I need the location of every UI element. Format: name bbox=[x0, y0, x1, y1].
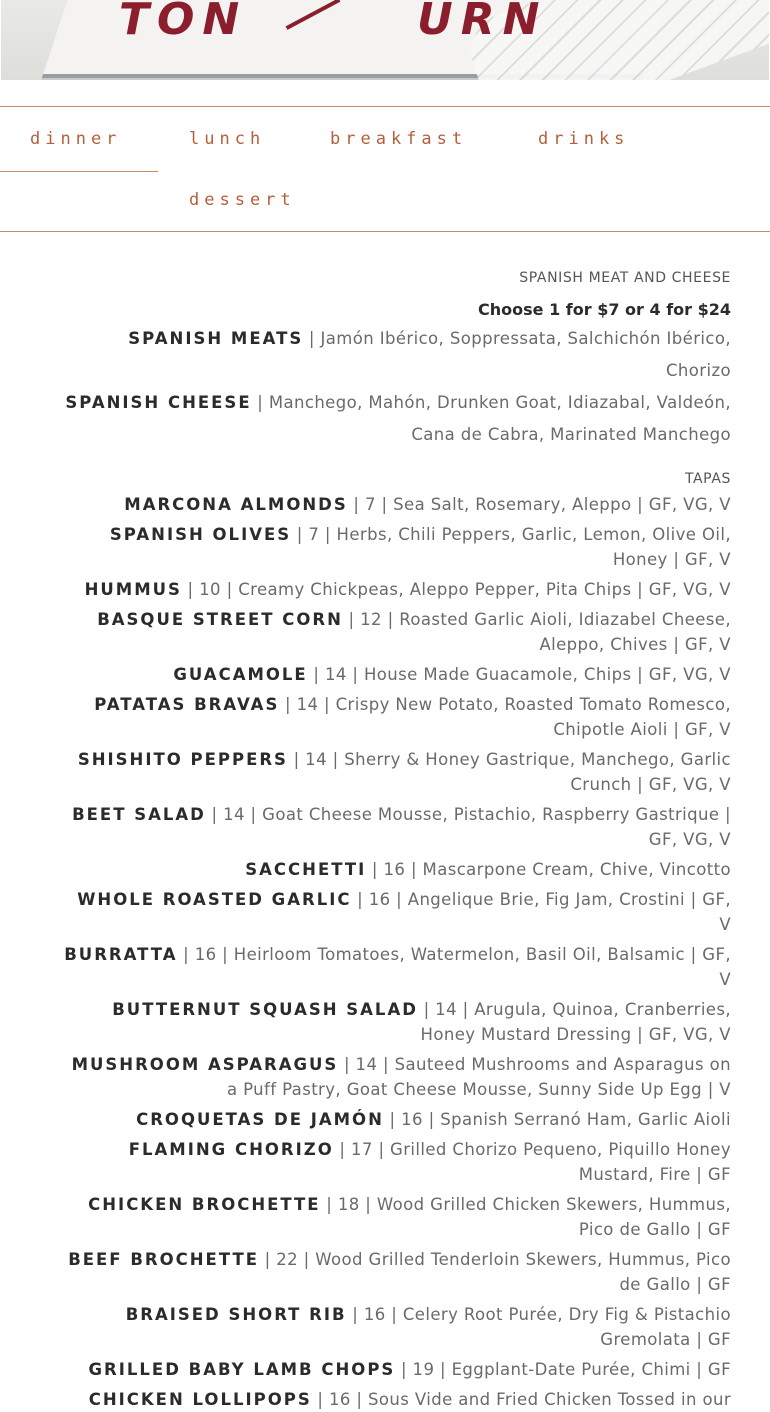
tab-breakfast[interactable]: breakfast bbox=[330, 129, 468, 149]
menu-item: SPANISH CHEESE | Manchego, Mahón, Drunken Goat, Idiazabal, Valdeón, Cana de Cabra, Marinated Manchego bbox=[65, 393, 731, 444]
menu-tabs bbox=[0, 106, 770, 232]
menu-item: GUACAMOLE | 14 | House Made Guacamole, Chips | GF, VG, V bbox=[173, 665, 731, 684]
section-title-tapas: TAPAS bbox=[684, 471, 731, 487]
tab-drinks[interactable]: drinks bbox=[538, 129, 630, 149]
menu-item: SPANISH OLIVES | 7 | Herbs, Chili Peppers, Garlic, Lemon, Olive Oil, Honey | GF, V bbox=[109, 525, 731, 569]
section-note: Choose 1 for $7 or 4 for $24 bbox=[478, 300, 731, 319]
tab-lunch[interactable]: lunch bbox=[189, 129, 266, 149]
menu-item: BRAISED SHORT RIB | 16 | Celery Root Purée, Dry Fig & Pistachio Gremolata | GF bbox=[125, 1305, 731, 1349]
menu-item: MARCONA ALMONDS | 7 | Sea Salt, Rosemary, Aleppo | GF, VG, V bbox=[124, 495, 731, 514]
menu-item: BEET SALAD | 14 | Goat Cheese Mousse, Pistachio, Raspberry Gastrique | GF, VG, V bbox=[72, 805, 731, 849]
tab-dinner[interactable]: dinner bbox=[30, 129, 122, 149]
menu-item: BUTTERNUT SQUASH SALAD | 14 | Arugula, Quinoa, Cranberries, Honey Mustard Dressing | GF, VG, V bbox=[112, 1000, 731, 1044]
menu-item: MUSHROOM ASPARAGUS | 14 | Sauteed Mushrooms and Asparagus on a Puff Pastry, Goat Cheese Mousse, Sunny Side Up Egg | V bbox=[71, 1055, 731, 1099]
menu-item: BURRATTA | 16 | Heirloom Tomatoes, Watermelon, Basil Oil, Balsamic | GF, V bbox=[64, 945, 731, 989]
hero-word-right: URN bbox=[417, 0, 548, 45]
menu-item: HUMMUS | 10 | Creamy Chickpeas, Aleppo Pepper, Pita Chips | GF, VG, V bbox=[84, 580, 731, 599]
menu-item: SPANISH MEATS | Jamón Ibérico, Soppressata, Salchichón Ibérico, Chorizo bbox=[128, 329, 731, 380]
tapas-list bbox=[0, 492, 731, 1412]
menu-item: CHICKEN LOLLIPOPS | 16 | Sous Vide and Fried Chicken Tossed in our bbox=[88, 1390, 731, 1409]
menu-item: SACCHETTI | 16 | Mascarpone Cream, Chive, Vincotto bbox=[245, 860, 731, 879]
menu-item: CROQUETAS DE JAMÓN | 16 | Spanish Serranó Ham, Garlic Aioli bbox=[136, 1110, 731, 1129]
hero-image bbox=[1, 0, 769, 80]
menu-item: BASQUE STREET CORN | 12 | Roasted Garlic Aioli, Idiazabel Cheese, Aleppo, Chives | GF, V bbox=[97, 610, 731, 654]
meat-cheese-list bbox=[0, 323, 731, 451]
menu-item: WHOLE ROASTED GARLIC | 16 | Angelique Brie, Fig Jam, Crostini | GF, V bbox=[77, 890, 731, 934]
menu-item: SHISHITO PEPPERS | 14 | Sherry & Honey Gastrique, Manchego, Garlic Crunch | GF, VG, V bbox=[77, 750, 731, 794]
menu-item: BEEF BROCHETTE | 22 | Wood Grilled Tenderloin Skewers, Hummus, Pico de Gallo | GF bbox=[68, 1250, 731, 1294]
menu-item: CHICKEN BROCHETTE | 18 | Wood Grilled Chicken Skewers, Hummus, Pico de Gallo | GF bbox=[88, 1195, 731, 1239]
section-title-meat-cheese: SPANISH MEAT AND CHEESE bbox=[519, 270, 731, 286]
menu-item: GRILLED BABY LAMB CHOPS | 19 | Eggplant-Date Purée, Chimi | GF bbox=[88, 1360, 731, 1379]
menu-item: FLAMING CHORIZO | 17 | Grilled Chorizo Pequeno, Piquillo Honey Mustard, Fire | GF bbox=[128, 1140, 731, 1184]
tab-dessert[interactable]: dessert bbox=[189, 190, 296, 210]
menu-content bbox=[0, 270, 731, 1412]
hero-word-left: TON bbox=[119, 0, 248, 45]
menu-item: PATATAS BRAVAS | 14 | Crispy New Potato, Roasted Tomato Romesco, Chipotle Aioli | GF, V bbox=[94, 695, 731, 739]
